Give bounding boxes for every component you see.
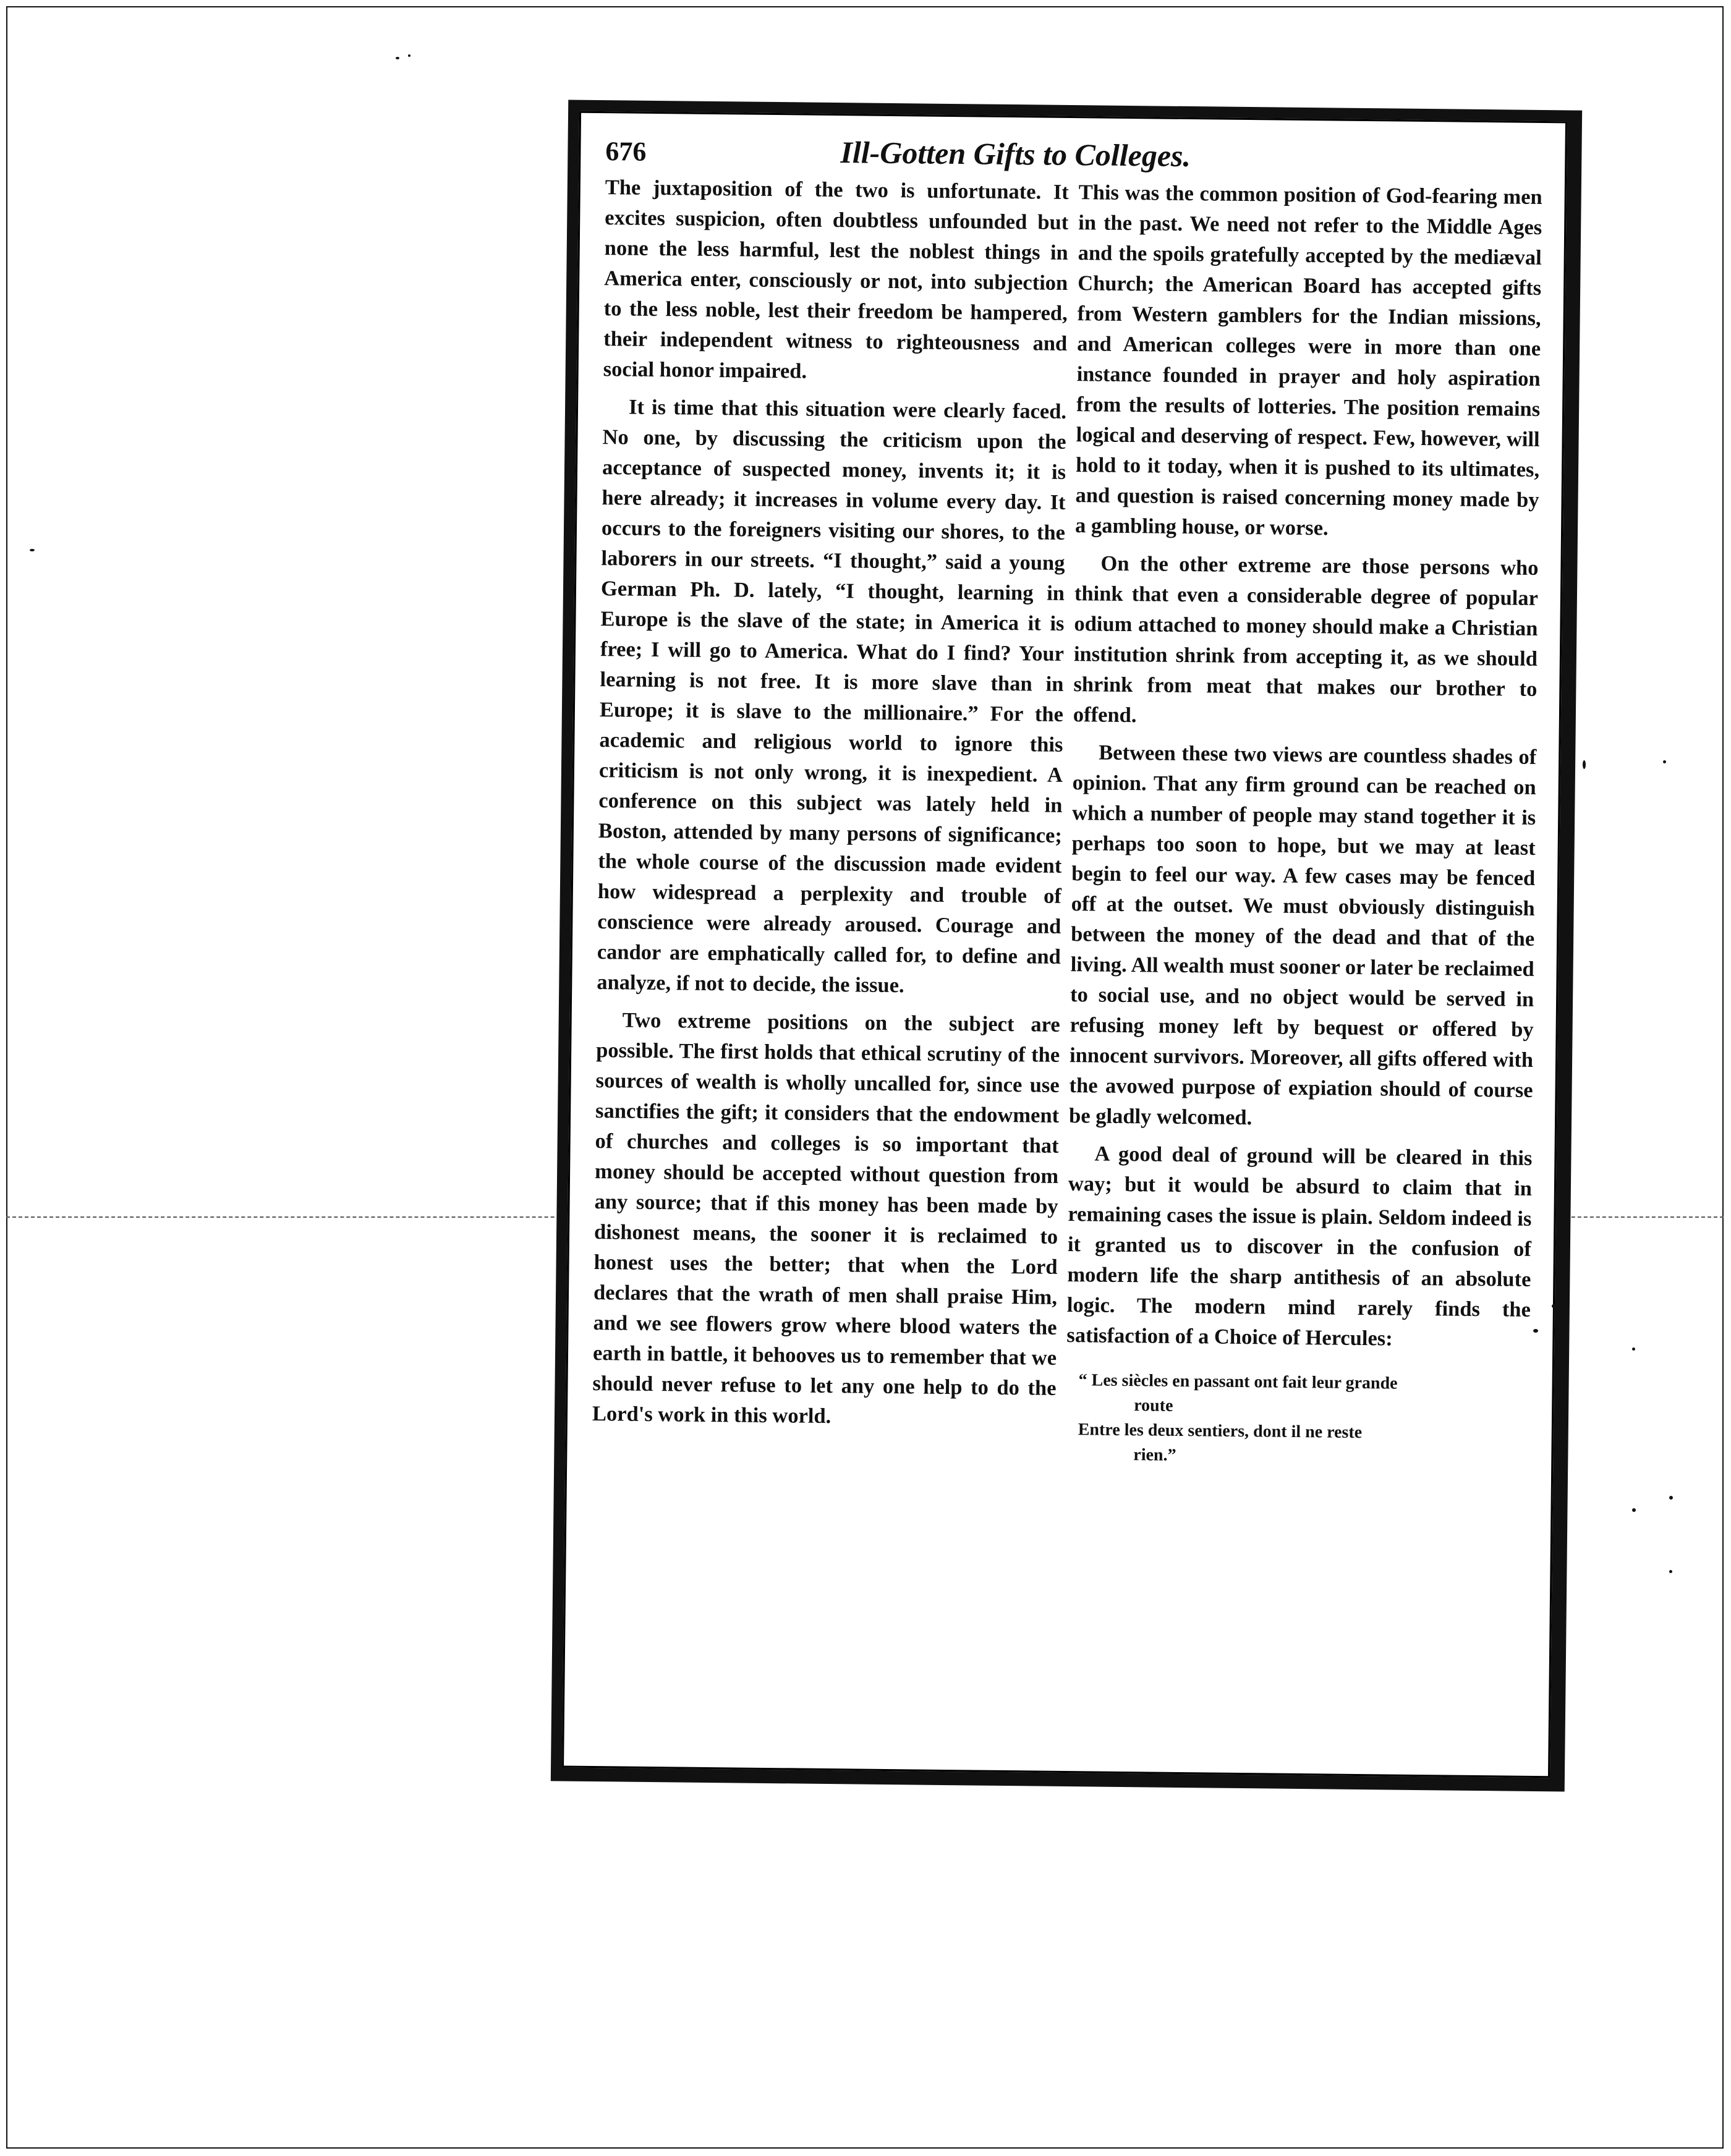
scan-speck (408, 54, 410, 57)
scan-speck (1533, 1329, 1538, 1333)
quote-line-continuation: rien.” (1133, 1445, 1176, 1465)
page-content (562, 111, 1567, 1778)
paragraph: Between these two views are countless shades of opinion. That any firm ground can be reached on which a number of people may stand together it is perhaps too soon to hope, but we may at least begin to feel our way. A few cases may be fenced off at the outset. We must obviously distinguish between the money of the dead and that of the living. All wealth must sooner or later be reclaimed to social use, and no object would be served in refusing money left by bequest or offered by innocent survivors. Moreover, all gifts offered with the avowed purpose of expiation should of course be gladly welcomed. (1068, 741, 1537, 1130)
scan-speck (30, 549, 35, 551)
scan-speck (1663, 760, 1666, 763)
paragraph: On the other extreme are those persons who think that even a considerable degree of popular odium attached to money should make a Christian institution shrink from accepting it, as we should shrink from meat that makes our brother to offend. (1073, 551, 1539, 728)
paragraph: The juxtaposition of the two is unfortunate. It excites suspicion, often doubtless unfounded but none the less harmful, lest the noblest things in America enter, consciously or not, into subjection to the less noble, lest their freedom be hampered, their independent witness to righteousness and social honor impaired. (603, 176, 1069, 383)
text-columns (592, 172, 1542, 1472)
page-number: 676 (605, 136, 647, 167)
quote-line: Entre les deux sentiers, dont il ne reste (1078, 1420, 1363, 1443)
scan-speck (1632, 1348, 1635, 1351)
scan-speck (1552, 1304, 1555, 1308)
paragraph: It is time that this situation were clearly faced. No one, by discussing the criticism upon the acceptance of suspected money, invents it; it is here already; it increases in volume every day. It occurs to the foreigners visiting our shores, to the laborers in our streets. “I thought,” said a young German Ph. D. lately, “I thought, learning in Europe is the slave of the state; in America it is free; I will go to America. What do I find? Your learning is not free. It is more slave than in Europe; it is slave to the millionaire.” For the academic and religious world to ignore this criticism is not only wrong, it is inexpedient. A conference on this subject was lately held in Boston, attended by many persons of significance; the whole course of the discussion made evident how widespread a perplexity and trouble of conscience were already aroused. Courage and candor are emphatically called for, to define and analyze, if not to decide, the issue. (597, 395, 1067, 998)
scan-speck (1632, 1508, 1636, 1512)
scan-speck (1669, 1570, 1672, 1573)
paragraph: This was the common position of God-fearing men in the past. We need not refer to the Middle Ages and the spoils gratefully accepted by the mediæval Church; the American Board has accepted gifts from Western gamblers for the Indian missions, and American colleges were in more than one instance founded in prayer and holy aspiration from the results of lotteries. The position remains logical and deserving of respect. Few, however, will hold to it today, when it is pushed to its ultimates, and question is raised concerning money made by a gambling house, or worse. (1074, 180, 1542, 540)
scan-speck (396, 57, 399, 59)
french-quotation (1078, 1368, 1518, 1471)
running-title: Ill-Gotten Gifts to Colleges. (840, 135, 1191, 174)
paragraph: Two extreme positions on the subject are possible. The first holds that ethical scrutiny of the sources of wealth is wholly uncalled for, since use sanctifies the gift; it considers that the endowment of churches and colleges is so important that money should be accepted without question from any source; that if this money has been made by dishonest means, the sooner it is reclaimed to honest uses the better; that when the Lord declares that the wrath of men shall praise Him, and we see flowers grow where blood waters the earth in battle, it behooves us to remember that we should never refuse to let any one help to do the Lord's work in this world. (592, 1008, 1060, 1428)
scan-speck (1583, 760, 1586, 769)
page-header (605, 132, 1543, 179)
paragraph: A good deal of ground will be cleared in this way; but it would be absurd to claim that in remaining cases the issue is plain. Seldom indeed is it granted us to discover in the confusion of modern life the sharp antithesis of an absolute logic. The modern mind rarely finds the satisfaction of a Choice of Hercules: (1066, 1142, 1533, 1351)
left-column (592, 172, 1069, 1467)
quote-line-continuation: route (1134, 1396, 1173, 1415)
book-page (551, 100, 1582, 1791)
quote-line: “ Les siècles en passant ont fait leur grande (1078, 1370, 1398, 1393)
right-column (1065, 177, 1542, 1472)
scan-speck (1669, 1496, 1673, 1500)
